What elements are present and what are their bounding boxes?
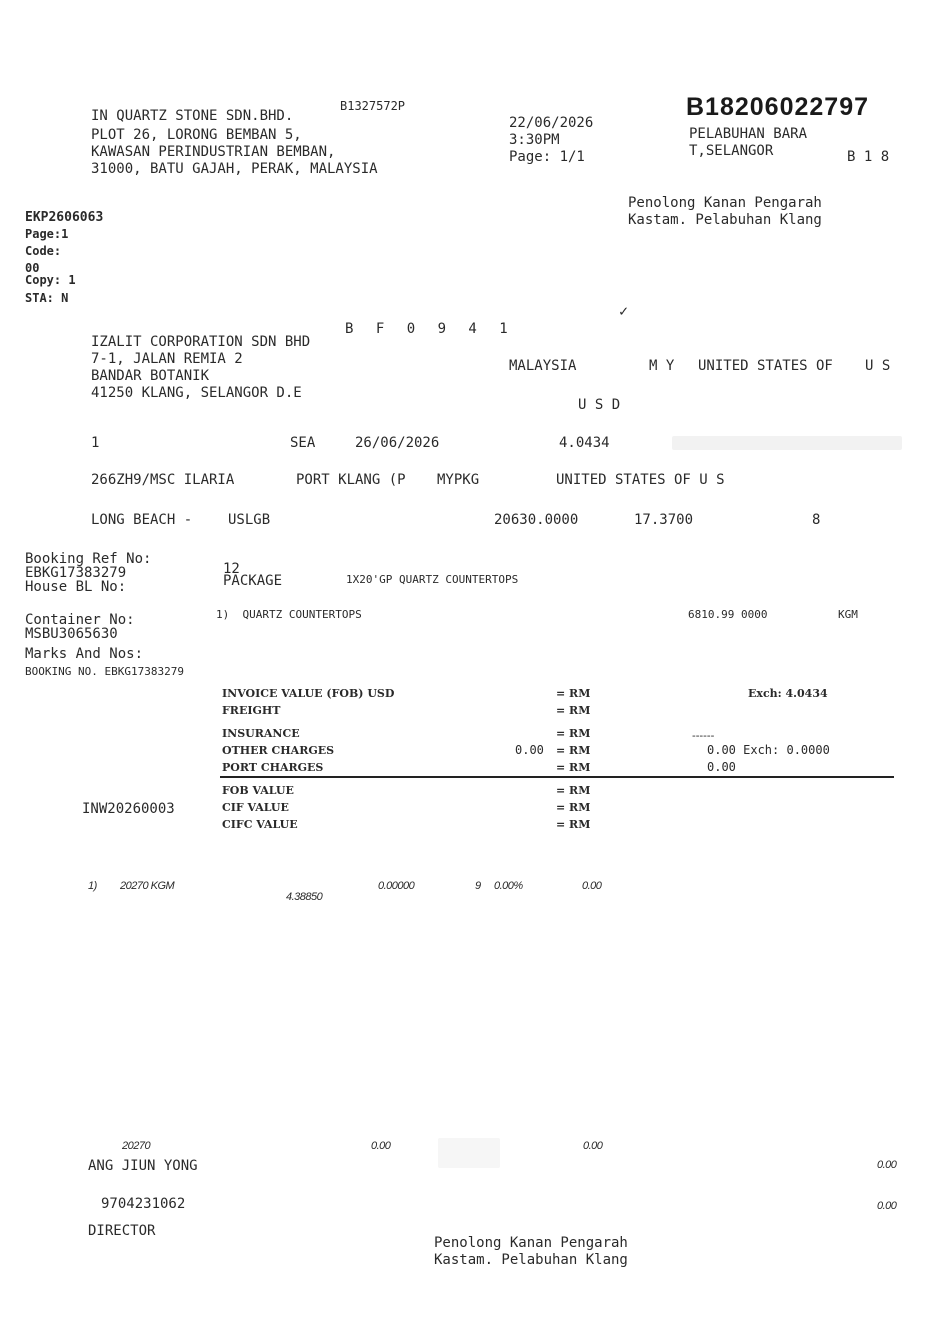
redacted-total: [438, 1138, 500, 1168]
measurement: 17.3700: [634, 512, 694, 528]
declarant-designation: DIRECTOR: [88, 1223, 156, 1239]
house-bl-label: House BL No:: [25, 579, 127, 595]
origin-country: MALAYSIA: [509, 358, 577, 374]
exporter-reg-no: B1327572P: [340, 99, 406, 113]
container-number: MSBU3065630: [25, 626, 118, 642]
item-count: 8: [812, 512, 821, 528]
declaration-number: B18206022797: [686, 93, 869, 121]
port-of-loading-code: MYPKG: [437, 472, 480, 488]
invoice-exchange: Exch: 4.0434: [748, 687, 828, 700]
total-quantity: 20270: [122, 1140, 151, 1152]
cifc-value-rm: = RM: [556, 818, 591, 831]
meta-copy: Copy: 1: [25, 273, 76, 287]
container-label: Container No:: [25, 612, 135, 628]
duty-quantity: 20270 KGM: [120, 880, 175, 892]
booking-ref-value: EBKG17383279: [25, 565, 127, 581]
declaration-time: 3:30PM: [509, 132, 560, 148]
port-of-discharge: LONG BEACH -: [91, 512, 193, 528]
item-quantity: 6810.99 0000: [688, 608, 768, 621]
meta-page: Page:1: [25, 227, 69, 241]
currency-code: U S D: [578, 397, 621, 413]
consignee-address-1: 7-1, JALAN REMIA 2: [91, 351, 243, 367]
reference-number: EKP2606063: [25, 210, 104, 225]
marks-label: Marks And Nos:: [25, 646, 144, 662]
duty-line-number: 1): [88, 880, 97, 892]
invoice-value-label: INVOICE VALUE (FOB) USD: [222, 687, 395, 700]
vessel-name: 266ZH9/MSC ILARIA: [91, 472, 235, 488]
cif-value-label: CIF VALUE: [222, 801, 289, 814]
cifc-value-label: CIFC VALUE: [222, 818, 298, 831]
declarant-ic: 9704231062: [101, 1196, 186, 1212]
page-indicator: Page: 1/1: [509, 149, 585, 165]
total-duty: 0.00: [371, 1140, 391, 1152]
declarant-name: ANG JIUN YONG: [88, 1158, 198, 1174]
insurance-rm: = RM: [556, 727, 591, 740]
declaration-date: 22/06/2026: [509, 115, 594, 131]
tax-amount: 0.00: [582, 880, 602, 892]
exporter-address-2: KAWASAN PERINDUSTRIAN BEMBAN,: [91, 144, 336, 160]
port-of-discharge-code: USLGB: [228, 512, 271, 528]
package-count: 12: [223, 561, 240, 577]
consignee-code: B F 0 9 4 1: [345, 321, 515, 337]
tax-rate: 0.00%: [494, 880, 523, 892]
tax-code: 9: [475, 880, 481, 892]
freight-label: FREIGHT: [222, 704, 281, 717]
station-code: B 1 8: [847, 149, 890, 165]
invoice-value-rm: = RM: [556, 687, 591, 700]
final-destination: UNITED STATES OF U S: [556, 472, 725, 488]
package-type: PACKAGE: [223, 573, 283, 589]
exchange-rate: 4.0434: [559, 435, 610, 451]
exporter-name: IN QUARTZ STONE SDN.BHD.: [91, 108, 294, 124]
redacted-values: [672, 436, 902, 450]
station-line-1: PELABUHAN BARA: [689, 126, 808, 142]
consignee-name: IZALIT CORPORATION SDN BHD: [91, 334, 311, 350]
destination-country: UNITED STATES OF: [698, 358, 833, 374]
transport-mode-number: 1: [91, 435, 100, 451]
officer-title-1: Penolong Kanan Pengarah: [628, 195, 822, 211]
total-tax: 0.00: [583, 1140, 603, 1152]
fob-value-label: FOB VALUE: [222, 784, 294, 797]
export-date: 26/06/2026: [355, 435, 440, 451]
footer-officer-title-2: Kastam. Pelabuhan Klang: [434, 1252, 628, 1268]
officer-title-2: Kastam. Pelabuhan Klang: [628, 212, 822, 228]
exporter-address-3: 31000, BATU GAJAH, PERAK, MALAYSIA: [91, 161, 378, 177]
item-description: 1) QUARTZ COUNTERTOPS: [216, 608, 362, 621]
package-description: 1X20'GP QUARTZ COUNTERTOPS: [346, 573, 519, 586]
fob-value-rm: = RM: [556, 784, 591, 797]
other-charges-amount: 0.00: [515, 743, 544, 757]
other-charges-rm: = RM: [556, 744, 591, 757]
marks-value: BOOKING NO. EBKG17383279: [25, 665, 184, 678]
station-line-2: T,SELANGOR: [689, 143, 774, 159]
invoice-number: INW20260003: [82, 801, 175, 817]
transport-mode: SEA: [290, 435, 316, 451]
other-charges-exchange: 0.00 Exch: 0.0000: [707, 743, 830, 757]
cif-value-rm: = RM: [556, 801, 591, 814]
port-charges-amount: 0.00: [707, 760, 736, 774]
meta-code-label: Code:: [25, 244, 62, 258]
port-charges-label: PORT CHARGES: [222, 761, 324, 774]
item-unit: KGM: [838, 608, 858, 621]
destination-country-code: U S: [865, 358, 891, 374]
origin-country-code: M Y: [649, 358, 675, 374]
consignee-address-2: BANDAR BOTANIK: [91, 368, 210, 384]
duty-rate: 4.38850: [286, 891, 323, 903]
valuation-divider: [220, 776, 894, 778]
port-of-loading: PORT KLANG (P: [296, 472, 406, 488]
freight-rm: = RM: [556, 704, 591, 717]
gross-weight: 20630.0000: [494, 512, 579, 528]
footer-officer-title-1: Penolong Kanan Pengarah: [434, 1235, 628, 1251]
meta-code-value: 00: [25, 261, 40, 275]
insurance-dashes: ------: [692, 729, 715, 742]
duty-amount: 0.00000: [378, 880, 415, 892]
port-charges-rm: = RM: [556, 761, 591, 774]
insurance-label: INSURANCE: [222, 727, 300, 740]
check-mark-icon: ✓: [619, 302, 629, 320]
other-charges-label: OTHER CHARGES: [222, 744, 335, 757]
meta-status: STA: N: [25, 291, 69, 305]
consignee-address-3: 41250 KLANG, SELANGOR D.E: [91, 385, 302, 401]
booking-ref-label: Booking Ref No:: [25, 551, 152, 567]
total-right-2: 0.00: [877, 1200, 897, 1212]
total-right-1: 0.00: [877, 1159, 897, 1171]
exporter-address-1: PLOT 26, LORONG BEMBAN 5,: [91, 127, 302, 143]
